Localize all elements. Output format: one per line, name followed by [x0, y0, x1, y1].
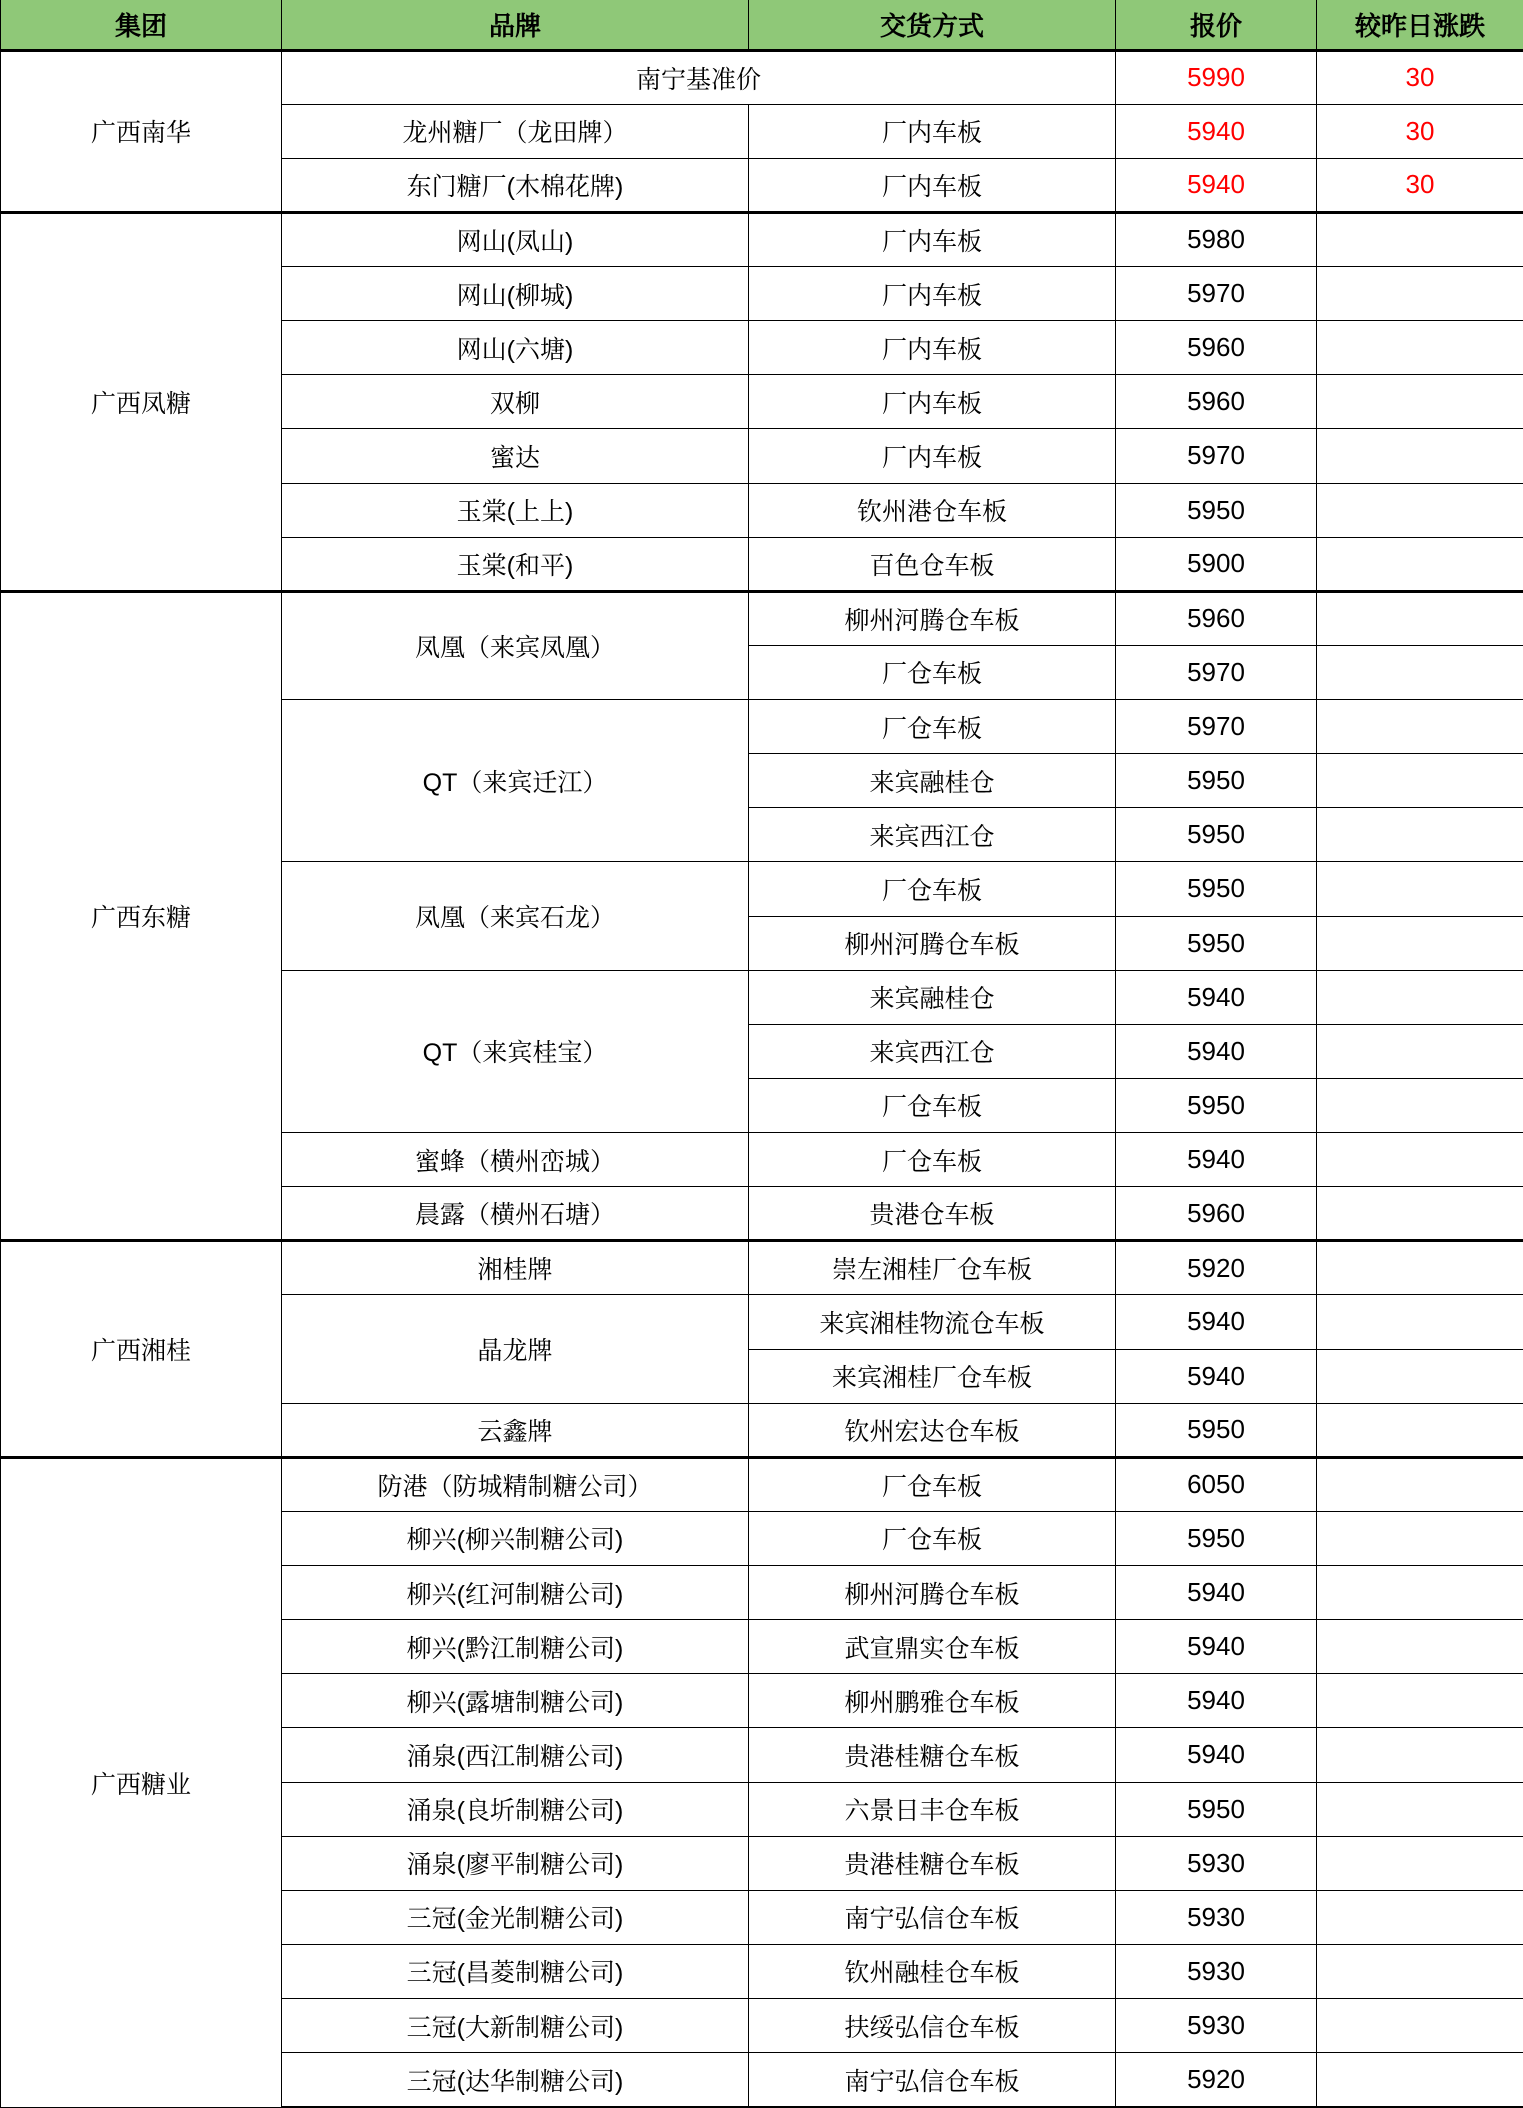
price-cell: 5970 — [1116, 645, 1317, 699]
table-body — [1, 50, 1523, 2107]
change-cell — [1317, 1620, 1523, 1674]
change-cell: 30 — [1317, 158, 1523, 212]
change-cell — [1317, 1566, 1523, 1620]
delivery-cell: 厂内车板 — [749, 212, 1116, 266]
change-cell — [1317, 321, 1523, 375]
brand-cell: 双柳 — [282, 375, 749, 429]
header-row — [1, 0, 1523, 50]
price-cell: 5940 — [1116, 1620, 1317, 1674]
price-cell: 5940 — [1116, 1566, 1317, 1620]
delivery-cell: 柳州河腾仓车板 — [749, 591, 1116, 645]
delivery-cell: 南宁弘信仓车板 — [749, 2053, 1116, 2107]
price-cell: 5970 — [1116, 429, 1317, 483]
table-row — [1, 50, 1523, 104]
delivery-cell: 来宾湘桂厂仓车板 — [749, 1349, 1116, 1403]
delivery-cell: 扶绥弘信仓车板 — [749, 1999, 1116, 2053]
brand-cell: 龙州糖厂（龙田牌） — [282, 104, 749, 158]
brand-cell: 防港（防城精制糖公司） — [282, 1457, 749, 1511]
change-cell — [1317, 483, 1523, 537]
table-header — [1, 0, 1523, 50]
col-header-delivery: 交货方式 — [749, 0, 1116, 50]
change-cell — [1317, 1782, 1523, 1836]
brand-cell: QT（来宾迁江） — [282, 700, 749, 862]
price-cell: 5950 — [1116, 1511, 1317, 1565]
change-cell — [1317, 1457, 1523, 1511]
price-cell: 5930 — [1116, 1890, 1317, 1944]
price-cell: 5950 — [1116, 1078, 1317, 1132]
price-cell: 5940 — [1116, 1349, 1317, 1403]
brand-cell: 蜜蜂（横州峦城） — [282, 1133, 749, 1187]
change-cell — [1317, 1728, 1523, 1782]
brand-cell: QT（来宾桂宝） — [282, 970, 749, 1132]
change-cell — [1317, 429, 1523, 483]
change-cell — [1317, 916, 1523, 970]
brand-cell: 三冠(大新制糖公司) — [282, 1999, 749, 2053]
change-cell — [1317, 1674, 1523, 1728]
change-cell — [1317, 1999, 1523, 2053]
delivery-cell: 厂内车板 — [749, 375, 1116, 429]
delivery-cell: 来宾西江仓 — [749, 808, 1116, 862]
change-cell: 30 — [1317, 104, 1523, 158]
price-cell: 5940 — [1116, 1295, 1317, 1349]
brand-cell: 玉棠(和平) — [282, 537, 749, 591]
change-cell — [1317, 1241, 1523, 1295]
price-cell: 5920 — [1116, 1241, 1317, 1295]
group-cell: 广西湘桂 — [1, 1241, 282, 1458]
change-cell — [1317, 1511, 1523, 1565]
table-row — [1, 591, 1523, 645]
brand-cell: 三冠(达华制糖公司) — [282, 2053, 749, 2107]
delivery-cell: 来宾西江仓 — [749, 1024, 1116, 1078]
price-cell: 5940 — [1116, 104, 1317, 158]
change-cell — [1317, 537, 1523, 591]
brand-cell: 三冠(昌菱制糖公司) — [282, 1944, 749, 1998]
price-cell: 5990 — [1116, 50, 1317, 104]
change-cell — [1317, 1349, 1523, 1403]
delivery-cell: 厂仓车板 — [749, 862, 1116, 916]
price-cell: 5970 — [1116, 267, 1317, 321]
price-cell: 5930 — [1116, 1999, 1317, 2053]
brand-cell: 湘桂牌 — [282, 1241, 749, 1295]
brand-cell: 三冠(金光制糖公司) — [282, 1890, 749, 1944]
brand-cell: 南宁基准价 — [282, 50, 1116, 104]
brand-cell: 柳兴(红河制糖公司) — [282, 1566, 749, 1620]
change-cell — [1317, 970, 1523, 1024]
delivery-cell: 钦州港仓车板 — [749, 483, 1116, 537]
price-cell: 5940 — [1116, 158, 1317, 212]
change-cell — [1317, 645, 1523, 699]
delivery-cell: 厂仓车板 — [749, 1133, 1116, 1187]
price-cell: 5950 — [1116, 1403, 1317, 1457]
delivery-cell: 厂仓车板 — [749, 645, 1116, 699]
brand-cell: 柳兴(黔江制糖公司) — [282, 1620, 749, 1674]
price-cell: 5930 — [1116, 1944, 1317, 1998]
delivery-cell: 贵港桂糖仓车板 — [749, 1836, 1116, 1890]
delivery-cell: 厂内车板 — [749, 104, 1116, 158]
brand-cell: 蜜达 — [282, 429, 749, 483]
brand-cell: 晨露（横州石塘） — [282, 1187, 749, 1241]
change-cell — [1317, 2053, 1523, 2107]
change-cell — [1317, 1295, 1523, 1349]
delivery-cell: 钦州宏达仓车板 — [749, 1403, 1116, 1457]
delivery-cell: 厂仓车板 — [749, 1078, 1116, 1132]
brand-cell: 网山(柳城) — [282, 267, 749, 321]
change-cell — [1317, 1133, 1523, 1187]
col-header-group: 集团 — [1, 0, 282, 50]
change-cell — [1317, 700, 1523, 754]
group-cell: 广西东糖 — [1, 591, 282, 1241]
brand-cell: 凤凰（来宾凤凰） — [282, 591, 749, 699]
price-cell: 5950 — [1116, 483, 1317, 537]
brand-cell: 玉棠(上上) — [282, 483, 749, 537]
change-cell — [1317, 754, 1523, 808]
change-cell — [1317, 862, 1523, 916]
price-cell: 5960 — [1116, 375, 1317, 429]
change-cell — [1317, 1944, 1523, 1998]
table-row — [1, 1457, 1523, 1511]
brand-cell: 东门糖厂(木棉花牌) — [282, 158, 749, 212]
delivery-cell: 百色仓车板 — [749, 537, 1116, 591]
delivery-cell: 厂仓车板 — [749, 1457, 1116, 1511]
table-row — [1, 212, 1523, 266]
price-cell: 5960 — [1116, 591, 1317, 645]
change-cell — [1317, 1187, 1523, 1241]
delivery-cell: 六景日丰仓车板 — [749, 1782, 1116, 1836]
change-cell — [1317, 1890, 1523, 1944]
price-cell: 5960 — [1116, 321, 1317, 375]
brand-cell: 柳兴(柳兴制糖公司) — [282, 1511, 749, 1565]
change-cell — [1317, 267, 1523, 321]
delivery-cell: 来宾湘桂物流仓车板 — [749, 1295, 1116, 1349]
price-cell: 5930 — [1116, 1836, 1317, 1890]
col-header-brand: 品牌 — [282, 0, 749, 50]
price-cell: 5950 — [1116, 808, 1317, 862]
delivery-cell: 厂内车板 — [749, 429, 1116, 483]
brand-cell: 凤凰（来宾石龙） — [282, 862, 749, 970]
price-cell: 6050 — [1116, 1457, 1317, 1511]
change-cell — [1317, 375, 1523, 429]
brand-cell: 网山(凤山) — [282, 212, 749, 266]
delivery-cell: 崇左湘桂厂仓车板 — [749, 1241, 1116, 1295]
price-cell: 5950 — [1116, 754, 1317, 808]
group-cell: 广西凤糖 — [1, 212, 282, 591]
change-cell — [1317, 212, 1523, 266]
change-cell — [1317, 1078, 1523, 1132]
price-cell: 5920 — [1116, 2053, 1317, 2107]
brand-cell: 柳兴(露塘制糖公司) — [282, 1674, 749, 1728]
brand-cell: 晶龙牌 — [282, 1295, 749, 1403]
price-cell: 5940 — [1116, 1024, 1317, 1078]
delivery-cell: 来宾融桂仓 — [749, 754, 1116, 808]
delivery-cell: 柳州鹏雅仓车板 — [749, 1674, 1116, 1728]
price-cell: 5950 — [1116, 1782, 1317, 1836]
brand-cell: 云鑫牌 — [282, 1403, 749, 1457]
col-header-price: 报价 — [1116, 0, 1317, 50]
brand-cell: 涌泉(西江制糖公司) — [282, 1728, 749, 1782]
change-cell — [1317, 1403, 1523, 1457]
delivery-cell: 厂内车板 — [749, 267, 1116, 321]
delivery-cell: 厂内车板 — [749, 158, 1116, 212]
price-cell: 5940 — [1116, 1133, 1317, 1187]
delivery-cell: 柳州河腾仓车板 — [749, 916, 1116, 970]
col-header-change: 较昨日涨跌 — [1317, 0, 1523, 50]
delivery-cell: 南宁弘信仓车板 — [749, 1890, 1116, 1944]
table-row — [1, 1241, 1523, 1295]
change-cell — [1317, 1024, 1523, 1078]
price-cell: 5940 — [1116, 1728, 1317, 1782]
group-cell: 广西南华 — [1, 50, 282, 212]
delivery-cell: 厂仓车板 — [749, 700, 1116, 754]
change-cell — [1317, 808, 1523, 862]
brand-cell: 涌泉(良圻制糖公司) — [282, 1782, 749, 1836]
group-cell: 广西糖业 — [1, 1457, 282, 2107]
delivery-cell: 来宾融桂仓 — [749, 970, 1116, 1024]
price-cell: 5940 — [1116, 1674, 1317, 1728]
change-cell — [1317, 1836, 1523, 1890]
brand-cell: 网山(六塘) — [282, 321, 749, 375]
delivery-cell: 厂内车板 — [749, 321, 1116, 375]
delivery-cell: 钦州融桂仓车板 — [749, 1944, 1116, 1998]
delivery-cell: 贵港桂糖仓车板 — [749, 1728, 1116, 1782]
delivery-cell: 柳州河腾仓车板 — [749, 1566, 1116, 1620]
price-cell: 5970 — [1116, 700, 1317, 754]
price-cell: 5980 — [1116, 212, 1317, 266]
delivery-cell: 厂仓车板 — [749, 1511, 1116, 1565]
change-cell — [1317, 591, 1523, 645]
price-cell: 5940 — [1116, 970, 1317, 1024]
delivery-cell: 武宣鼎实仓车板 — [749, 1620, 1116, 1674]
brand-cell: 涌泉(廖平制糖公司) — [282, 1836, 749, 1890]
price-cell: 5960 — [1116, 1187, 1317, 1241]
delivery-cell: 贵港仓车板 — [749, 1187, 1116, 1241]
price-cell: 5950 — [1116, 862, 1317, 916]
change-cell: 30 — [1317, 50, 1523, 104]
price-cell: 5950 — [1116, 916, 1317, 970]
price-cell: 5900 — [1116, 537, 1317, 591]
